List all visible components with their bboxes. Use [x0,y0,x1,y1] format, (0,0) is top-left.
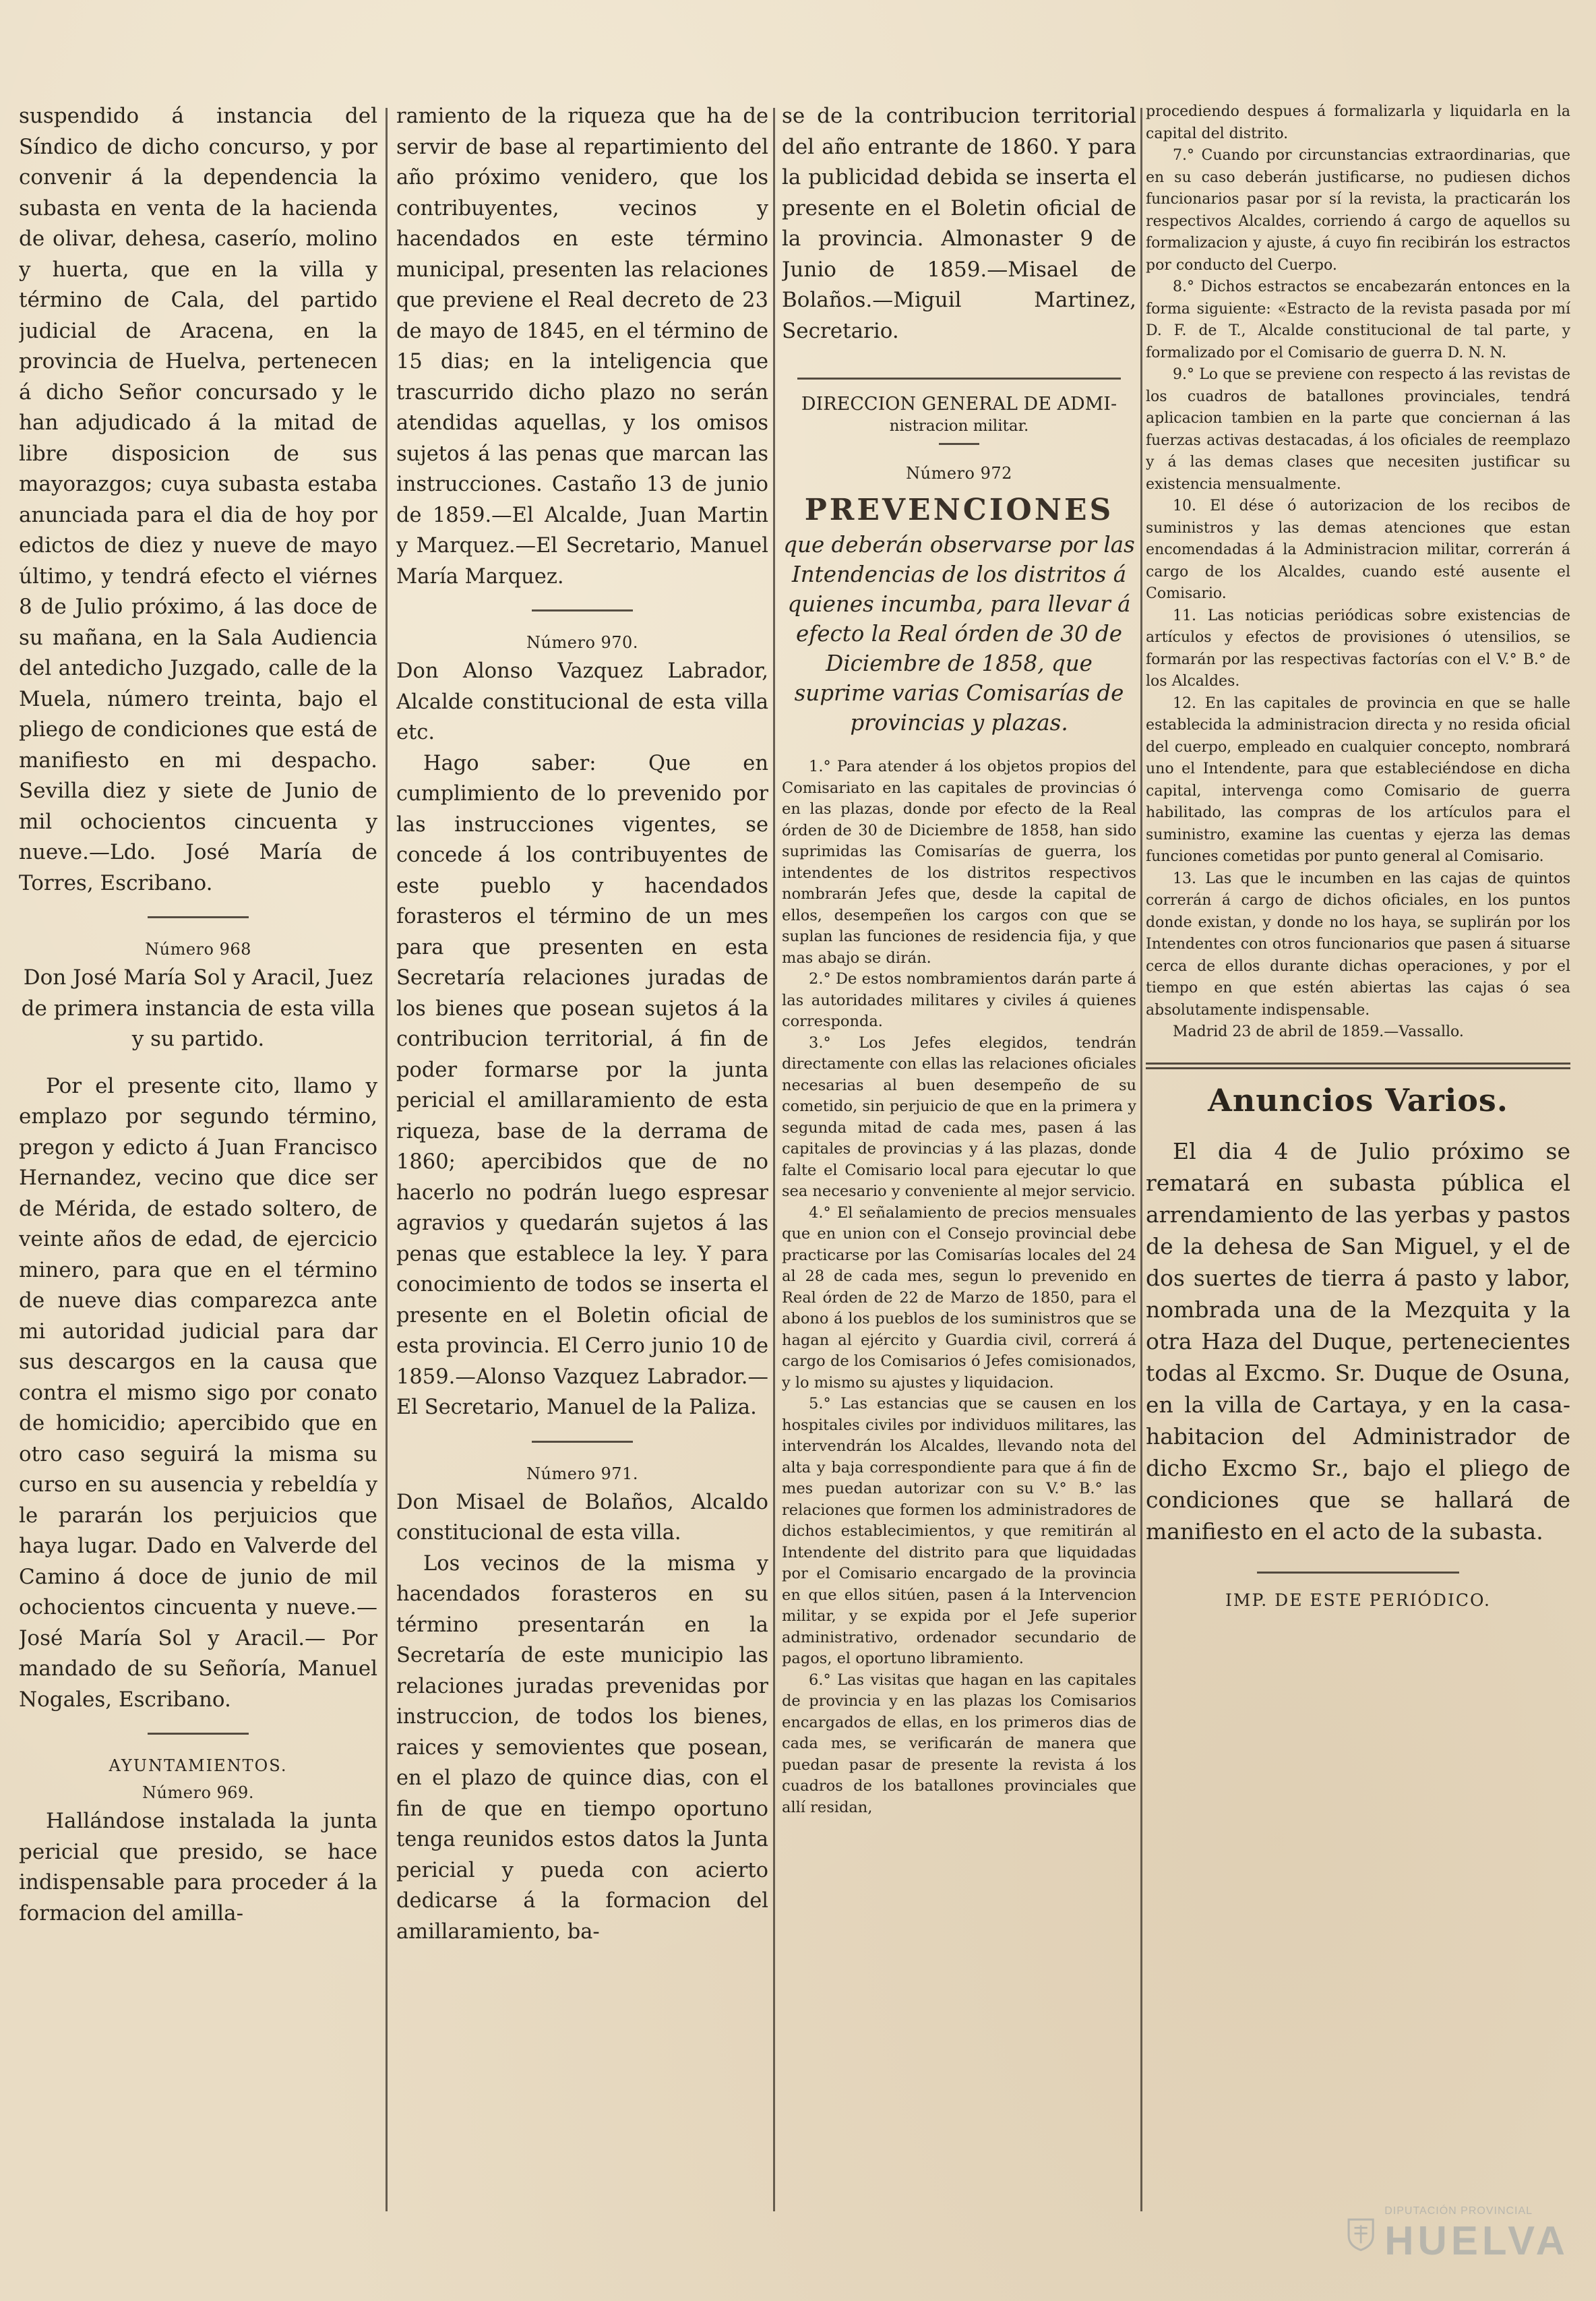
list-item: 12. En las capitales de provincia en que se halle establecida la administracion directa y no resida oficial del cuerpo, empleado en cualquier concepto, nombrará uno el Intendente, para que estableciéndose en dicha capital, intervenga como Comisario de guerra habilitado, las compras de los artículos para el suministro, examine las cuentas y ejerza las demas funciones cometidas por punto general al Comisario. [1146,694,1570,865]
separator [797,378,1121,380]
list-item: 6.° Las visitas que hagan en las capitales de provincia y en las plazas los Comisarios encargados de ellas, en los primeros dias de cada mes, se verificarán de manera que puedan pasar de presente la revista á los cuadros de los batallones provinciales que allí residan, [782,1671,1136,1816]
anuncios-title: Anuncios Varios. [1208,1081,1508,1118]
list-item: 5.° Las estancias que se causen en los hospitales civiles por individuos militares, las intervendrán los Alcaldes, llevando nota del alta y baja correspondiente para que á fin de mes puedan autorizar con su V.° B.° las relaciones que formen los administradores de dichos establecimientos, y que remitirán al Intendente del distrito para que liquidadas por el Comisario encargado de la provincia en que ellos sitúen, pasen á la Intervencion militar, y se expida por el Jefe superior administrativo, ordenador secundario de pagos, el oportuno libramiento. [782,1395,1136,1667]
printer-imprint: IMP. DE ESTE PERIÓDICO. [1225,1590,1491,1610]
separator [1257,1572,1459,1574]
separator [148,1733,249,1735]
list-item: 2.° De estos nombramientos darán parte á las autoridades militares y civiles á quienes corresponda. [782,970,1136,1030]
column-rule [1140,108,1142,2211]
edict-continuation: suspendido á instancia del Síndico de dicho concurso, y por convenir á la dependencia la subasta en venta de la hacienda de olivar, dehesa, caserío, molino y huerta, que en la villa y término de Cala, del partido judicial de Aracena, en la provincia de Huelva, pertenecen á dicho Señor concursado y le han adjudicado á la mitad de libre disposicion de sus mayorazgos; cuya subasta estaba anunciada para el dia de hoy por edictos de diez y nueve de mayo último, y tendrá efecto el viérnes 8 de Julio próximo, á las doce de su mañana, en la Sala Audiencia del antedicho Juzgado, calle de la Muela, número treinta, bajo el pliego de condiciones que está de manifiesto en mi despacho. Sevilla diez y siete de Junio de mil ochocientos cincuenta y nueve.—Ldo. José María de Torres, Escribano. [19,104,377,895]
watermark-small-text: DIPUTACIÓN PROVINCIAL [1384,2205,1533,2217]
column-2 [396,101,768,2225]
list-item: 10. El dése ó autorizacion de los recibos de suministros y las demas atenciones que estan encomendadas á la Administracion militar, correrán á cargo de los Alcaldes, cuando esté ausente el Comisario. [1146,498,1570,602]
column-rule [773,108,775,2211]
notice-971-continuation: se de la contribucion territorial del año entrante de 1860. Y para la publicidad debida se inserta el presente en el Boletin oficial de la provincia. Almonaster 9 de Junio de 1859.—Misael de Bolaños.—Miguil Martinez, Secretario. [782,104,1136,343]
list-item: 8.° Dichos estractos se encabezarán entonces en la forma siguiente: «Estracto de la revista pasada por mí D. F. de T., Alcalde constitucional de tal parte, y formalizado por el Comisario de guerra D. N. N. [1146,278,1570,361]
notice-968-body: Por el presente cito, llamo y emplazo por segundo término, pregon y edicto á Juan Francisco Hernandez, vecino que dice ser de Mérida, de estado soltero, de veinte años de edad, de ejercicio minero, para que en el término de nueve dias comparezca ante mi autoridad judicial para dar sus descargos en la causa que contra el mismo sigo por conato de homicidio; apercibido que en otro caso seguirá la misma su curso en su ausencia y rebeldía y le pararán los perjuicios que haya lugar. Dado en Valverde del Camino á doce de junio de mil ochocientos cincuenta y nueve.— José María Sol y Aracil.— Por mandado de su Señoría, Manuel Nogales, Escribano. [19,1073,377,1712]
separator [532,1441,633,1443]
notice-970-heading: Don Alonso Vazquez Labrador, Alcalde constitucional de esta villa etc. [396,659,768,744]
list-item: 13. Las que le incumben en las cajas de quintos correrán á cargo de dichos oficiales, en los puntos donde existan, y donde no los haya, se suplirán por los Intendentes con otros funcionarios que pasen á situarse cerca de ellos durante dichas operaciones, y por el tiempo en que estén abiertas las cajas ó sea absolutamente indispensable. [1146,870,1570,1019]
prevenciones-subtitle: que deberán observarse por las Intendencias de los distritos á quienes incumba, para llevar á efecto la Real órden de 30 de Diciembre de 1858, que suprime varias Comisarías de provincias y plazas. [783,532,1135,736]
list-item: 11. Las noticias periódicas sobre existencias de artículos y efectos de provisiones ó utensilios, se formarán por las respectivas factorías con el V.° B.° de los Alcaldes. [1146,607,1570,690]
direccion-subheading: nistracion militar. [889,417,1029,435]
notice-971-body: Los vecinos de la misma y hacendados forasteros en su término presentarán en la Secretaría de este municipio las relaciones juradas prevenidas por instruccion, de todos los bienes, raices y semovientes que posean, en el plazo de quince dias, con el fin de que en tiempo oportuno tenga reunidos estos datos la Junta pericial y pueda con acierto dedicarse á la formacion del amillaramiento, ba- [396,1551,768,1944]
separator [939,443,979,445]
section-ayuntamientos: AYUNTAMIENTOS. [109,1756,288,1775]
list-item: 9.° Lo que se previene con respecto á las revistas de los cuadros de batallones provinciales, tendrá aplicacion tambien en la parte que conciernan á las fuerzas activas destacadas, á los oficiales de reemplazo y á las demas clases que necesiten justificar su existencia mensualmente. [1146,366,1570,493]
list-item: procediendo despues á formalizarla y liquidarla en la capital del distrito. [1146,103,1570,142]
notice-969-continuation: ramiento de la riqueza que ha de servir de base al repartimiento del año próximo venidero, que los contribuyentes, vecinos y hacendados en este término municipal, presenten las relaciones que previene el Real decreto de 23 de mayo de 1845, en el término de 15 dias; en la inteligencia que trascurrido dicho plazo no serán atendidas aquellas, y los omisos sujetos á las penas que marcan las instrucciones. Castaño 13 de junio de 1859.—El Alcalde, Juan Martin y Marquez.—El Secretario, Manuel María Marquez. [396,104,768,589]
notice-number-968: Número 968 [145,940,251,959]
list-item: 7.° Cuando por circunstancias extraordinarias, que en su caso deberán justificarse, no pudiesen dichos funcionarios pasar por sí la revista, la practicarán los respectivos Alcaldes, corriendo á cargo de aquellos su formalizacion y ajuste, á cuyo fin recibirán los estractos por conducto del Cuerpo. [1146,147,1570,274]
notice-number-971: Número 971. [526,1464,638,1483]
separator [148,916,249,918]
notice-969-body: Hallándose instalada la junta pericial que presido, se hace indispensable para proceder á la formacion del amilla- [19,1809,377,1925]
notice-970-body: Hago saber: Que en cumplimiento de lo prevenido por las instrucciones vigentes, se concede á los contribuyentes de este pueblo y hacendados forasteros el término de un mes para que presenten en esta Secretaría relaciones juradas de los bienes que posean sujetos á la contribucion territorial, á fin de poder formarse por la junta pericial el amillaramiento de esta riqueza, base de la derrama de 1860; apercibidos que de no hacerlo no podrán luego espresar agravios y quedarán sujetos á las penas que establece la ley. Y para conocimiento de todos se inserta el presente en el Boletin oficial de esta provincia. El Cerro junio 10 de 1859.—Alonso Vazquez Labrador.—El Secretario, Manuel de la Paliza. [396,751,768,1419]
column-rule [386,108,388,2211]
notice-971-heading: Don Misael de Bolaños, Alcaldo constitucional de esta villa. [396,1490,768,1545]
column-1 [19,101,377,2225]
double-rule [1146,1063,1570,1069]
signature-line: Madrid 23 de abril de 1859.—Vassallo. [1173,1023,1464,1040]
notice-number-969: Número 969. [142,1783,254,1802]
column-3 [782,101,1136,2225]
direccion-heading: DIRECCION GENERAL DE ADMI- [801,394,1117,415]
list-item: 4.° El señalamiento de precios mensuales que en union con el Consejo provincial debe practicarse por las Comisarías locales del 24 al 28 de cada mes, segun lo prevenido en Real órden de 22 de Marzo de 1850, para el abono á los pueblos de los suministros que se hagan al ejército y Guardia civil, correrá á cargo de los Comisarios ó Jefes comisionados, y lo mismo su ajustes y liquidacion. [782,1203,1136,1392]
shield-icon [1347,2190,1375,2278]
anuncio-body: El dia 4 de Julio próximo se rematará en subasta pública el arrendamiento de las yerbas y pastos de la dehesa de San Miguel, y el de dos suertes de tierra á pasto y labor, nombrada una de la Mezquita y la otra Haza del Duque, pertenecientes todas al Excmo. Sr. Duque de Osuna, en la villa de Cartaya, y en la casa-habitacion del Administrador de dicho Excmo Sr., bajo el pliego de condiciones que se hallará de manifiesto en el acto de la subasta. [1146,1137,1570,1545]
notice-number-970: Número 970. [526,633,638,652]
list-item: 1.° Para atender á los objetos propios del Comisariato en las capitales de provincias ó en las plazas, donde por efecto de la Real órden de 30 de Diciembre de 1858, han sido suprimidas las Comisarías de guerra, los intendentes de los distritos respectivos nombrarán Jefes que, desde la capital de ellos, desempeñen los cargos con que se suplan las funciones de residencia fija, y que mas abajo se dirán. [782,758,1136,967]
notice-number-972: Número 972 [906,464,1012,483]
notice-968-heading: Don José María Sol y Aracil, Juez de primera instancia de esta villa y su partido. [21,965,375,1051]
watermark-big-text: HUELVA [1384,2217,1569,2263]
prevenciones-title: PREVENCIONES [804,493,1114,527]
column-4 [1146,101,1570,2225]
watermark-logo [1347,2184,1569,2285]
list-item: 3.° Los Jefes elegidos, tendrán directamente con ellas las relaciones oficiales necesarias al buen desempeño de su cometido, sin perjuicio de que en la primera y segunda mitad de cada mes, pasen á las capitales de provincias y á las plazas, donde falte el Comisario local para ejecutar lo que sea necesario y conveniente al mejor servicio. [782,1034,1136,1200]
separator [532,609,633,611]
